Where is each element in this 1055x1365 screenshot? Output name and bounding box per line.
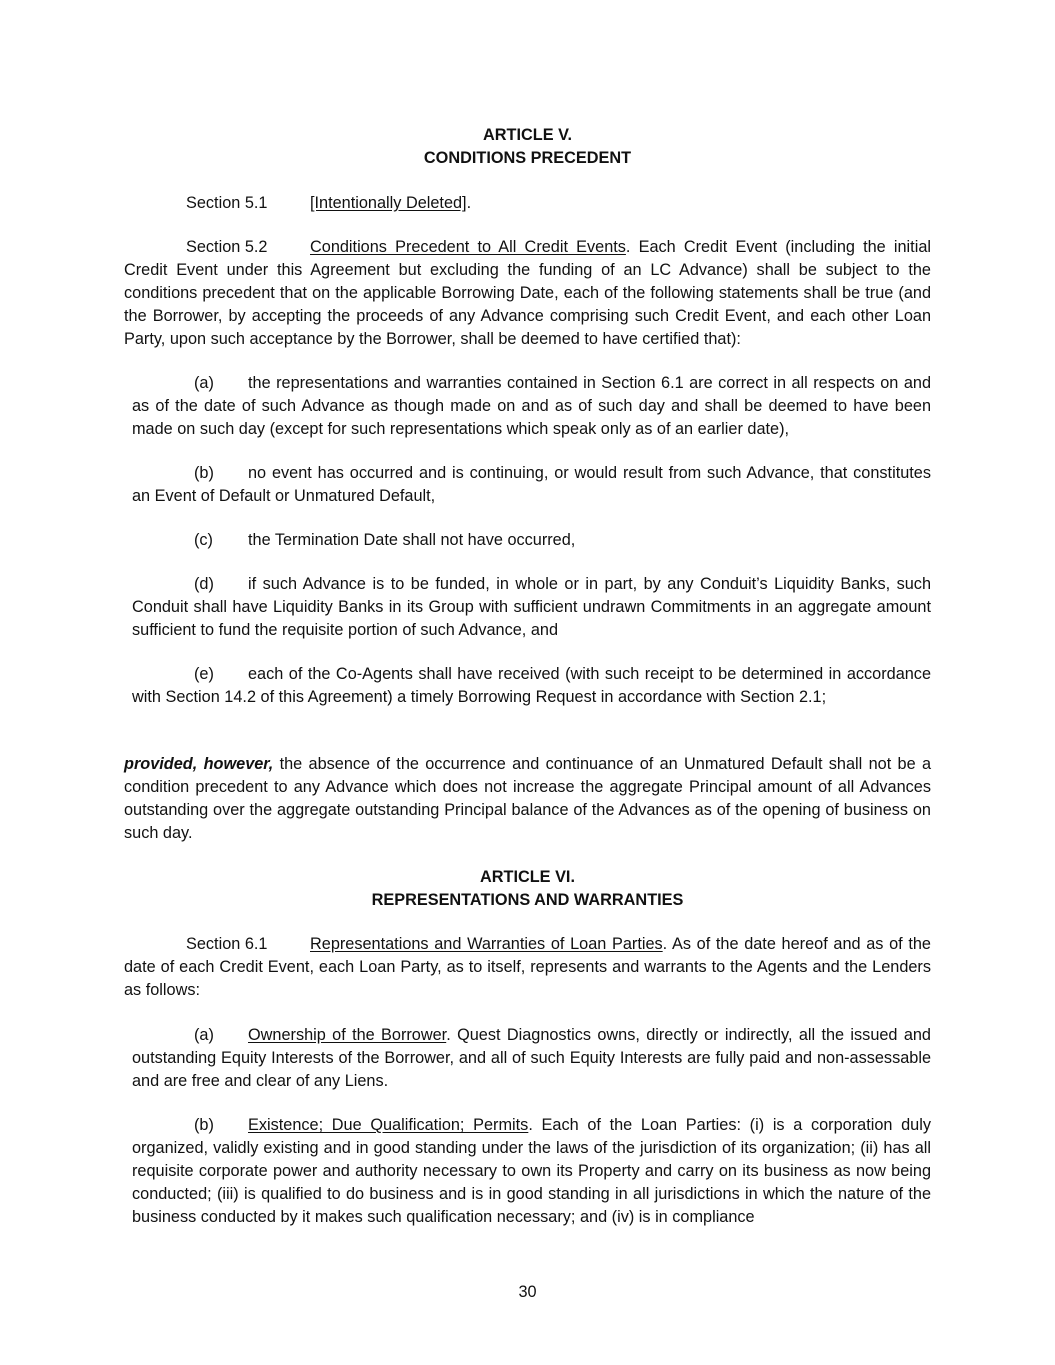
section-number: Section 5.2 (186, 238, 268, 256)
clause-text: no event has occurred and is continuing, or would result from such Advance, that constitutes an Event of Default or Unmatured Default, (132, 464, 931, 505)
section-text: . Each Credit Event (including the initial Credit Event under this Agreement but excluding the funding of an LC Advance) shall be subject to the conditions precedent that on the applicable Borrowing Date, each of the following statements shall be true (and the Borrower, by accepting the proceeds of any Advance comprising such Credit Event, and each other Loan Party, upon such acceptance by the Borrower, shall be deemed to have certified that): (124, 238, 931, 348)
clause-label: (e) (194, 665, 214, 683)
clause-text: the representations and warranties contained in Section 6.1 are correct in all respects on and as of the date of such Advance as though made on and as of such day and shall be deemed to have been made on such day (except for such representations which speak only as of an earlier date), (132, 374, 931, 438)
section-number: Section 6.1 (186, 935, 268, 953)
clause-label: (a) (194, 1026, 214, 1044)
clause-label: (b) (194, 1116, 214, 1134)
proviso-paragraph (124, 753, 931, 845)
clause-6-1-b (132, 1114, 931, 1229)
article-title: CONDITIONS PRECEDENT (423, 149, 632, 167)
clause-5-2-a (132, 372, 931, 441)
clause-5-2-c (132, 529, 931, 552)
article-v-heading (124, 124, 931, 170)
section-5-2 (124, 236, 931, 351)
proviso-lead: provided, however, (124, 755, 274, 773)
proviso-text: the absence of the occurrence and continuance of an Unmatured Default shall not be a condition precedent to any Advance which does not increase the aggregate Principal amount of all Advances outstanding over the aggregate outstanding Principal balance of the Advances as of the opening of business on such day. (124, 755, 932, 842)
clause-heading: Ownership of the Borrower (248, 1026, 447, 1044)
clause-label: (d) (194, 575, 214, 593)
clause-5-2-d (132, 573, 931, 642)
article-title: REPRESENTATIONS AND WARRANTIES (371, 891, 684, 909)
section-text: . As of the date hereof and as of the date of each Credit Event, each Loan Party, as to itself, represents and warrants to the Agents and the Lenders as follows: (124, 935, 931, 999)
clause-text: . Quest Diagnostics owns, directly or indirectly, all the issued and outstanding Equity Interests of the Borrower, and all of such Equity Interests are fully paid and non-assessable and are free and clear of any Liens. (132, 1026, 931, 1090)
clause-text: the Termination Date shall not have occurred, (248, 531, 576, 549)
clause-5-2-b (132, 462, 931, 508)
clause-label: (c) (194, 531, 213, 549)
clause-text: . Each of the Loan Parties: (i) is a corporation duly organized, validly existing and in good standing under the laws of the jurisdiction of its organization; (ii) has all requisite corporate power and authority necessary to own its Property and carry on its business as now being conducted; (iii) is qualified to do business and is in good standing in all jurisdictions in which the nature of the business conducted by it makes such qualification necessary; and (iv) is in compliance (132, 1116, 931, 1226)
clause-text: if such Advance is to be funded, in whole or in part, by any Conduit’s Liquidity Banks, such Conduit shall have Liquidity Banks in its Group with sufficient undrawn Commitments in an aggregate amount sufficient to fund the requisite portion of such Advance, and (132, 575, 931, 639)
clause-heading: Existence; Due Qualification; Permits (248, 1116, 529, 1134)
article-number: ARTICLE VI. (480, 868, 575, 886)
clause-label: (b) (194, 464, 214, 482)
section-heading: Conditions Precedent to All Credit Events (310, 238, 626, 256)
article-vi-heading (124, 866, 931, 912)
section-5-1: Section 5.1 [Intentionally Deleted]. (124, 192, 931, 215)
section-heading: Representations and Warranties of Loan Parties (310, 935, 663, 953)
article-number: ARTICLE V. (483, 126, 572, 144)
section-6-1 (124, 933, 931, 1002)
section-heading: [Intentionally Deleted] (310, 194, 467, 212)
clause-5-2-e (132, 663, 931, 709)
clause-label: (a) (194, 374, 214, 392)
page-number: 30 (518, 1283, 537, 1301)
clause-6-1-a (132, 1024, 931, 1093)
section-number: Section 5.1 (186, 194, 268, 212)
clause-text: each of the Co-Agents shall have received (with such receipt to be determined in accordance with Section 14.2 of this Agreement) a timely Borrowing Request in accordance with Section 2.1; (132, 665, 931, 706)
